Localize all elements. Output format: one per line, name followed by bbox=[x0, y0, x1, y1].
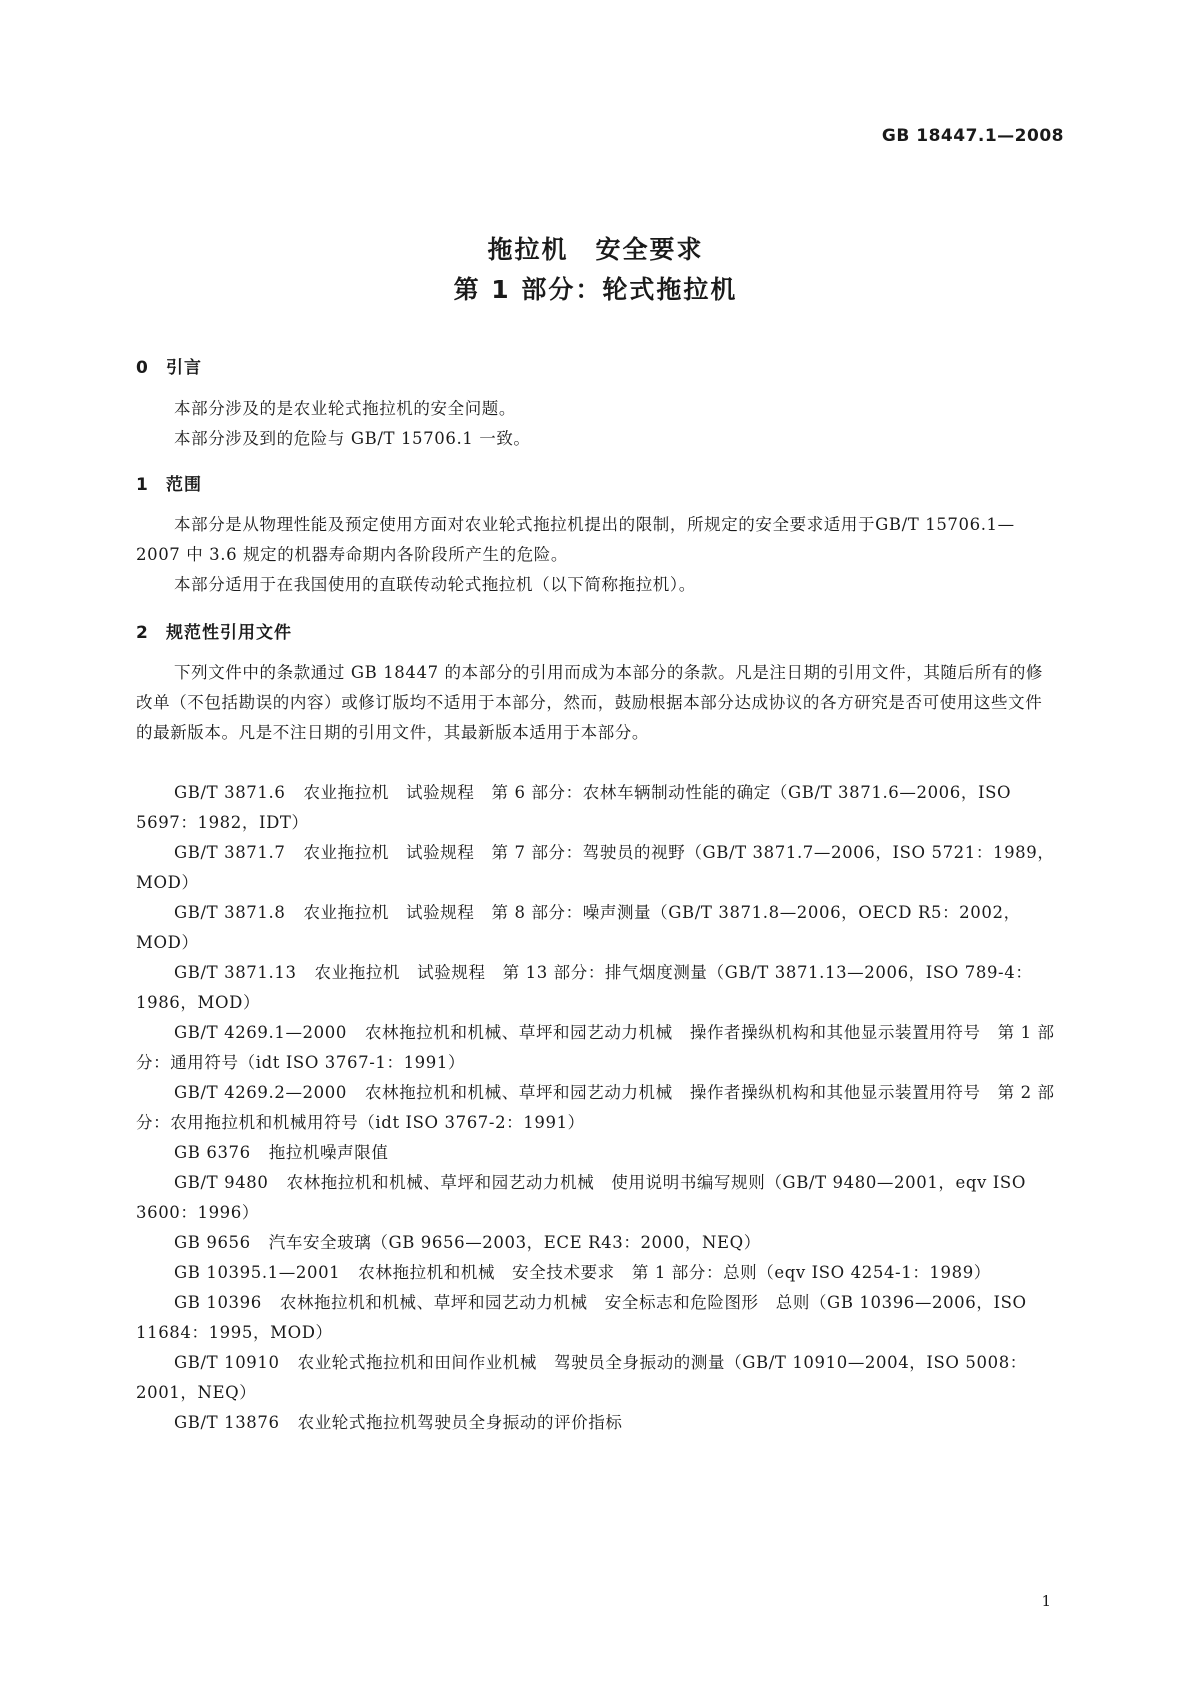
reference-code: GB/T 9480 bbox=[174, 1173, 269, 1192]
reference-code: GB/T 4269.1—2000 bbox=[174, 1023, 347, 1042]
reference-title: 农林拖拉机和机械、草坪和园艺动力机械 操作者操纵机构和其他显示装置用符号 第 1 部分：通用符号（idt ISO 3767-1：1991） bbox=[136, 1023, 1055, 1072]
reference-item bbox=[136, 838, 1056, 898]
reference-title: 农林拖拉机和机械、草坪和园艺动力机械 安全标志和危险图形 总则（GB 10396—2006，ISO 11684：1995，MOD） bbox=[136, 1293, 1027, 1342]
reference-item bbox=[136, 1228, 1056, 1258]
reference-code: GB/T 4269.2—2000 bbox=[174, 1083, 347, 1102]
document-subtitle: 第 1 部分：轮式拖拉机 bbox=[453, 275, 738, 304]
reference-title: 农林拖拉机和机械、草坪和园艺动力机械 使用说明书编写规则（GB/T 9480—2001，eqv ISO 3600：1996） bbox=[136, 1173, 1026, 1222]
reference-item bbox=[136, 1018, 1056, 1078]
paragraph: 下列文件中的条款通过 GB 18447 的本部分的引用而成为本部分的条款。凡是注日期的引用文件，其随后所有的修改单（不包括勘误的内容）或修订版均不适用于本部分，然而，鼓励根据本部分达成协议的各方研究是否可使用这些文件的最新版本。凡是不注日期的引用文件，其最新版本适用于本部分。 bbox=[136, 663, 1044, 742]
section-heading-0 bbox=[136, 353, 202, 378]
section-number: 2 bbox=[136, 623, 148, 643]
reference-code: GB/T 3871.6 bbox=[174, 783, 286, 802]
section-title: 规范性引用文件 bbox=[166, 623, 292, 643]
reference-title: 农业拖拉机 试验规程 第 6 部分：农林车辆制动性能的确定（GB/T 3871.6—2006，ISO 5697：1982，IDT） bbox=[136, 783, 1012, 832]
section-number: 1 bbox=[136, 475, 148, 495]
reference-item bbox=[136, 1168, 1056, 1228]
reference-code: GB/T 13876 bbox=[174, 1413, 280, 1432]
section-number: 0 bbox=[136, 358, 148, 378]
reference-title: 农业拖拉机 试验规程 第 7 部分：驾驶员的视野（GB/T 3871.7—2006，ISO 5721：1989，MOD） bbox=[136, 843, 1055, 892]
reference-code: GB/T 3871.8 bbox=[174, 903, 286, 922]
reference-code: GB 9656 bbox=[174, 1233, 251, 1252]
reference-title: 农林拖拉机和机械、草坪和园艺动力机械 操作者操纵机构和其他显示装置用符号 第 2 部分：农用拖拉机和机械用符号（idt ISO 3767-2：1991） bbox=[136, 1083, 1055, 1132]
reference-code: GB 10395.1—2001 bbox=[174, 1263, 341, 1282]
reference-item bbox=[136, 958, 1056, 1018]
reference-title: 拖拉机噪声限值 bbox=[268, 1143, 389, 1162]
reference-title: 农林拖拉机和机械 安全技术要求 第 1 部分：总则（eqv ISO 4254-1：1989） bbox=[358, 1263, 991, 1282]
paragraph: 本部分涉及到的危险与 GB/T 15706.1 一致。 bbox=[174, 429, 531, 448]
paragraph: 本部分适用于在我国使用的直联传动轮式拖拉机（以下简称拖拉机）。 bbox=[174, 575, 696, 594]
reference-code: GB 10396 bbox=[174, 1293, 262, 1312]
reference-title: 汽车安全玻璃（GB 9656—2003，ECE R43：2000，NEQ） bbox=[268, 1233, 761, 1252]
reference-item bbox=[136, 1078, 1056, 1138]
reference-title: 农业轮式拖拉机驾驶员全身振动的评价指标 bbox=[297, 1413, 623, 1432]
page-number: 1 bbox=[1041, 1592, 1051, 1610]
reference-item bbox=[136, 898, 1056, 958]
reference-code: GB 6376 bbox=[174, 1143, 251, 1162]
reference-item bbox=[136, 1288, 1056, 1348]
reference-title: 农业轮式拖拉机和田间作业机械 驾驶员全身振动的测量（GB/T 10910—2004，ISO 5008：2001，NEQ） bbox=[136, 1353, 1027, 1402]
reference-item bbox=[136, 1258, 1056, 1288]
reference-code: GB/T 3871.7 bbox=[174, 843, 286, 862]
reference-title: 农业拖拉机 试验规程 第 8 部分：噪声测量（GB/T 3871.8—2006，OECD R5：2002，MOD） bbox=[136, 903, 1021, 952]
reference-title: 农业拖拉机 试验规程 第 13 部分：排气烟度测量（GB/T 3871.13—2006，ISO 789-4：1986，MOD） bbox=[136, 963, 1033, 1012]
section-heading-2 bbox=[136, 618, 292, 643]
reference-code: GB/T 3871.13 bbox=[174, 963, 297, 982]
document-title: 拖拉机 安全要求 bbox=[487, 235, 704, 264]
section-title: 引言 bbox=[166, 358, 202, 378]
paragraph: 本部分是从物理性能及预定使用方面对农业轮式拖拉机提出的限制，所规定的安全要求适用于GB/T 15706.1—2007 中 3.6 规定的机器寿命期内各阶段所产生的危险。 bbox=[136, 515, 1015, 564]
paragraph: 本部分涉及的是农业轮式拖拉机的安全问题。 bbox=[174, 399, 516, 418]
reference-item bbox=[136, 1408, 1056, 1438]
reference-item bbox=[136, 778, 1056, 838]
reference-code: GB/T 10910 bbox=[174, 1353, 280, 1372]
section-title: 范围 bbox=[166, 475, 202, 495]
reference-item bbox=[136, 1138, 1056, 1168]
standard-number: GB 18447.1—2008 bbox=[881, 126, 1064, 146]
section-heading-1 bbox=[136, 470, 202, 495]
reference-item bbox=[136, 1348, 1056, 1408]
